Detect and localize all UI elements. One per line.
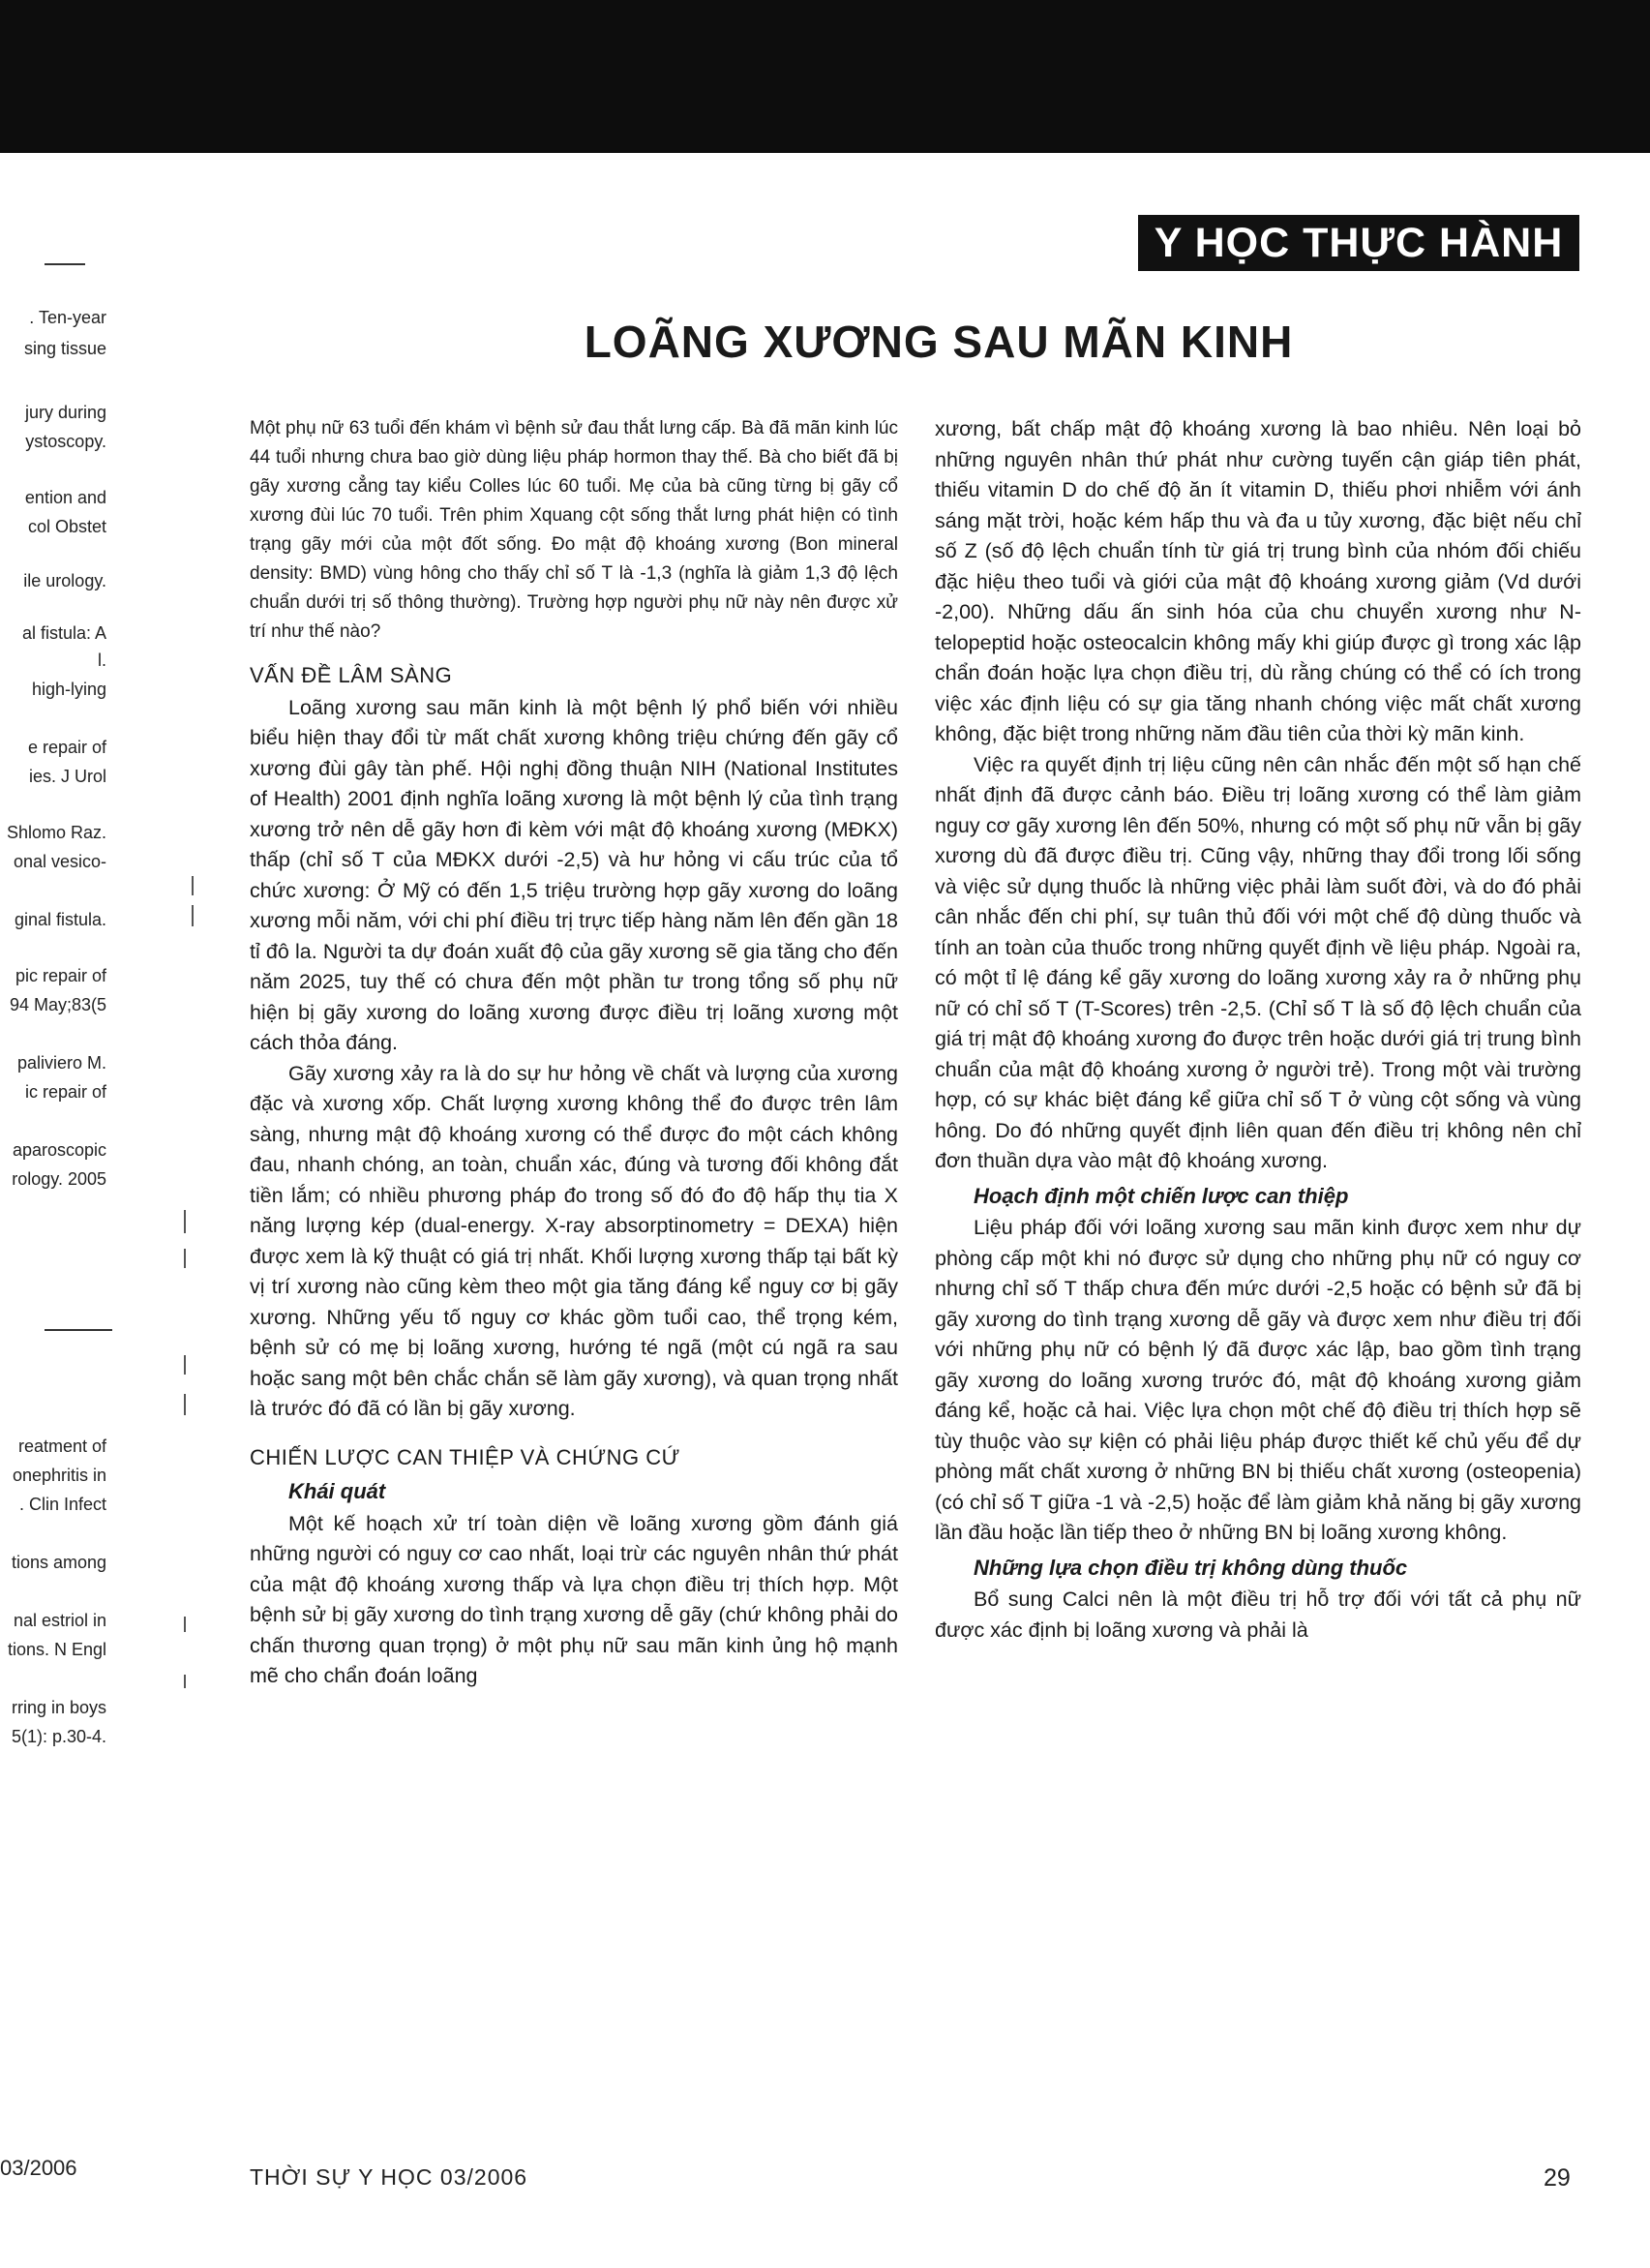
- margin-fragment: col Obstet: [27, 517, 106, 536]
- page-number: 29: [1544, 2164, 1571, 2192]
- footer-margin-date: 03/2006: [0, 2156, 77, 2180]
- margin-fragment: 94 May;83(5: [9, 995, 106, 1014]
- paragraph: Bổ sung Calci nên là một điều trị hỗ trợ đối với tất cả phụ nữ được xác định bị loãng xương và phải là: [935, 1588, 1581, 1642]
- margin-fragment: nal estriol in: [13, 1611, 106, 1630]
- margin-fragment: ic repair of: [24, 1082, 106, 1102]
- margin-fragment: l.: [98, 650, 106, 670]
- margin-mark: [184, 1617, 186, 1632]
- subsection-heading: Hoạch định một chiến lược can thiệp: [974, 1183, 1349, 1208]
- paragraph: Một kế hoạch xử trí toàn diện về loãng xương gồm đánh giá những người có nguy cơ cao nhất, loại trừ các nguyên nhân thứ phát của mật độ khoáng xương thấp và lựa chọn điều trị thích hợp. Một bệnh sử bị gãy xương do tình trạng xương dễ gãy (chứ không phải do chấn thương quan trọng) ở một phụ nữ sau mãn kinh ủng hộ mạnh mẽ cho chẩn đoán loãng: [250, 1511, 898, 1687]
- paragraph: Việc ra quyết định trị liệu cũng nên cân nhắc đến một số hạn chế nhất định đã được cảnh báo. Điều trị loãng xương có thể làm giảm nguy cơ gãy xương lên đến 50%, nhưng có một số phụ nữ vẫn bị gãy xương dù đã được điều trị. Cũng vậy, những thay đổi trong lối sống và việc sử dụng thuốc là những việc phải làm suốt đời, và do đó phải cân nhắc đến chi phí, sự tuân thủ đối với một chế độ dùng thuốc và tính an toàn của thuốc trong những quyết định về liệu pháp. Ngoài ra, có một tỉ lệ đáng kể gãy xương do loãng xương xảy ra ở những phụ nữ có chỉ số T (T-Scores) trên -2,5. (Chỉ số T là số độ lệch chuẩn của giá trị mật độ khoáng xương đo được trên hoặc dưới giá trị trung bình chuẩn của mật độ khoáng xương ở người trẻ). Trong một vài trường hợp, có sự khác biệt đáng kể giữa chỉ số T ở vùng cột sống và vùng hông. Do đó những quyết định liên quan đến điều trị không nên chỉ đơn thuần dựa vào mật độ khoáng xương.: [935, 752, 1581, 1172]
- margin-fragment: sing tissue: [23, 339, 106, 358]
- margin-fragment: onephritis in: [12, 1466, 106, 1485]
- margin-mark: [192, 876, 194, 895]
- margin-fragment: onal vesico-: [13, 852, 106, 871]
- article-title: LOÃNG XƯƠNG SAU MÃN KINH: [584, 317, 1294, 367]
- article-column-right: [935, 414, 1581, 1646]
- margin-mark: [184, 1394, 186, 1415]
- margin-fragment: al fistula: A: [21, 623, 106, 643]
- margin-mark: [184, 1249, 186, 1268]
- section-tag: Y HỌC THỰC HÀNH: [1138, 215, 1579, 271]
- subsection-heading: Những lựa chọn điều trị không dùng thuốc: [974, 1555, 1408, 1580]
- section-heading: VẤN ĐỀ LÂM SÀNG: [250, 663, 453, 687]
- margin-mark: [184, 1355, 186, 1375]
- margin-fragment: ies. J Urol: [28, 767, 106, 786]
- margin-mark: [192, 905, 194, 926]
- subsection-heading: Khái quát: [288, 1479, 386, 1503]
- article-column-left: [250, 414, 898, 1692]
- margin-divider: [45, 1329, 112, 1331]
- margin-fragment: reatment of: [17, 1436, 106, 1456]
- margin-fragment: ginal fistula.: [14, 910, 106, 929]
- paragraph: xương, bất chấp mật độ khoáng xương là bao nhiêu. Nên loại bỏ những nguyên nhân thứ phát như cường tuyến cận giáp tiên phát, thiếu vitamin D do chế độ ăn ít vitamin D, thiếu phơi nhiễm với ánh sáng mặt trời, hoặc kém hấp thu và đa u tủy xương, đặc biệt nếu chỉ số Z (số độ lệch chuẩn tính từ giá trị trung bình của nhóm đối chiếu đặc hiệu theo tuổi và giới của mật độ khoáng xương giảm (Vd dưới -2,00). Những dấu ấn sinh hóa của chu chuyển xương như N-telopeptid hoặc osteocalcin không mấy khi giúp được gì trong xác lập chẩn đoán hoặc lựa chọn điều trị, dù rằng chúng có thể có ích trong việc xác định liệu có sự gia tăng nhanh chóng việc mất chất xương không, đặc biệt trong những năm đầu tiên của thời kỳ mãn kinh.: [935, 417, 1581, 745]
- margin-mark: [184, 1675, 186, 1688]
- paragraph: Loãng xương sau mãn kinh là một bệnh lý phổ biến với nhiều biểu hiện thay đổi từ mất chất xương không triệu chứng đến gãy cổ xương đùi gây tàn phế. Hội nghị đồng thuận NIH (National Institutes of Health) 2001 định nghĩa loãng xương là một bệnh lý của tình trạng xương trở nên dễ gãy hơn đi kèm với mật độ khoáng xương (MĐKX) thấp (chỉ số T của MĐKX dưới -2,5) và hư hỏng vi cấu trúc của tổ chức xương: Ở Mỹ có đến 1,5 triệu trường hợp gãy xương do loãng xương mỗi năm, với chi phí điều trị trực tiếp hàng năm lên đến gần 18 tỉ đô la. Người ta dự đoán xuất độ của gãy xương sẽ gia tăng cho đến năm 2025, tuy thế có chưa đến một phần tư trong tổng số phụ nữ hiện bị gãy xương do loãng xương được điều trị loãng xương một cách thỏa đáng.: [250, 695, 898, 1054]
- margin-fragment: Shlomo Raz.: [6, 823, 106, 842]
- margin-fragment: ention and: [24, 488, 106, 507]
- paragraph: Gãy xương xảy ra là do sự hư hỏng về chất và lượng của xương đặc và xương xốp. Chất lượng xương không thể đo được trên lâm sàng, nhưng mật độ khoáng xương có thể được đo một cách không đau, nhanh chóng, an toàn, chuẩn xác, đúng và tương đối không đắt tiền lắm; có nhiều phương pháp đo trong số đó đo độ hấp thụ tia X năng lượng kép (dual-energy. X-ray absorptinometry = DEXA) hiện được xem là kỹ thuật có giá trị nhất. Khối lượng xương thấp tại bất kỳ vị trí xương nào cũng kèm theo một gia tăng đáng kể nguy cơ bị gãy xương. Những yếu tố nguy cơ khác gồm tuổi cao, thể trọng kém, bệnh sử có mẹ bị loãng xương, hướng té ngã (một cú ngã ra sau hoặc sang một bên chắc chắn sẽ làm gãy xương), và quan trọng nhất là trước đó đã có lần bị gãy xương.: [250, 1061, 898, 1420]
- margin-fragment: tions. N Engl: [7, 1640, 106, 1659]
- margin-fragment: ile urology.: [23, 571, 106, 590]
- margin-divider: [45, 263, 85, 265]
- margin-fragment: rring in boys: [11, 1698, 106, 1717]
- paragraph: Liệu pháp đối với loãng xương sau mãn kinh được xem như dự phòng cấp một khi nó được sử dụng cho những phụ nữ có nguy cơ nhưng chỉ số T thấp chưa đến mức dưới -2,5 hoặc có bệnh sử đã bị gãy xương do tình trạng xương dễ gãy và được xem như điều trị đối với những phụ nữ có bệnh lý đã được xác lập, bao gồm tình trạng gãy xương do loãng xương trước đó, mật độ khoáng xương giảm đáng kể, hoặc cả hai. Việc lựa chọn một chế độ điều trị thích hợp sẽ tùy thuộc vào sự kiện có phải liệu pháp được thiết kế chủ yếu để dự phòng mất chất xương ở những BN bị thiếu chất xương (osteopenia) (có chỉ số T giữa -1 và -2,5) hoặc để làm giảm khả năng bị gãy xương lần đầu hoặc lần tiếp theo ở những BN bị loãng xương không.: [935, 1216, 1581, 1544]
- margin-fragment: jury during: [24, 403, 106, 422]
- top-black-band: [0, 0, 1650, 153]
- margin-fragment: ystoscopy.: [25, 432, 106, 451]
- margin-fragment: 5(1): p.30-4.: [11, 1727, 106, 1746]
- margin-fragment: rology. 2005: [12, 1169, 106, 1189]
- footer-journal: THỜI SỰ Y HỌC 03/2006: [250, 2164, 528, 2190]
- margin-fragment: paliviero M.: [16, 1053, 106, 1073]
- section-heading: CHIẾN LƯỢC CAN THIỆP VÀ CHỨNG CỨ: [250, 1444, 680, 1469]
- margin-mark: [184, 1210, 186, 1233]
- margin-fragment: . Ten-year: [29, 308, 106, 327]
- margin-fragment: e repair of: [27, 738, 106, 757]
- margin-fragment: pic repair of: [15, 966, 106, 985]
- margin-fragment: aparoscopic: [12, 1140, 106, 1160]
- case-intro: Một phụ nữ 63 tuổi đến khám vì bệnh sử đau thắt lưng cấp. Bà đã mãn kinh lúc 44 tuổi nhưng chưa bao giờ dùng liệu pháp hormon thay thế. Bà cho biết đã bị gãy xương cẳng tay kiểu Colles lúc 60 tuổi. Mẹ của bà cũng từng bị gãy cổ xương đùi lúc 70 tuổi. Trên phim Xquang cột sống thắt lưng phát hiện có tình trạng gãy mới của một đốt sống. Đo mật độ khoáng xương (Bon mineral density: BMD) vùng hông cho thấy chỉ số T là -1,3 (nghĩa là giảm 1,3 độ lệch chuẩn dưới trị số thông thường). Trường hợp người phụ nữ này nên được xử trí như thế nào?: [250, 418, 898, 642]
- margin-fragment: . Clin Infect: [18, 1495, 106, 1514]
- margin-fragment: high-lying: [31, 680, 106, 699]
- margin-fragment: tions among: [11, 1553, 106, 1572]
